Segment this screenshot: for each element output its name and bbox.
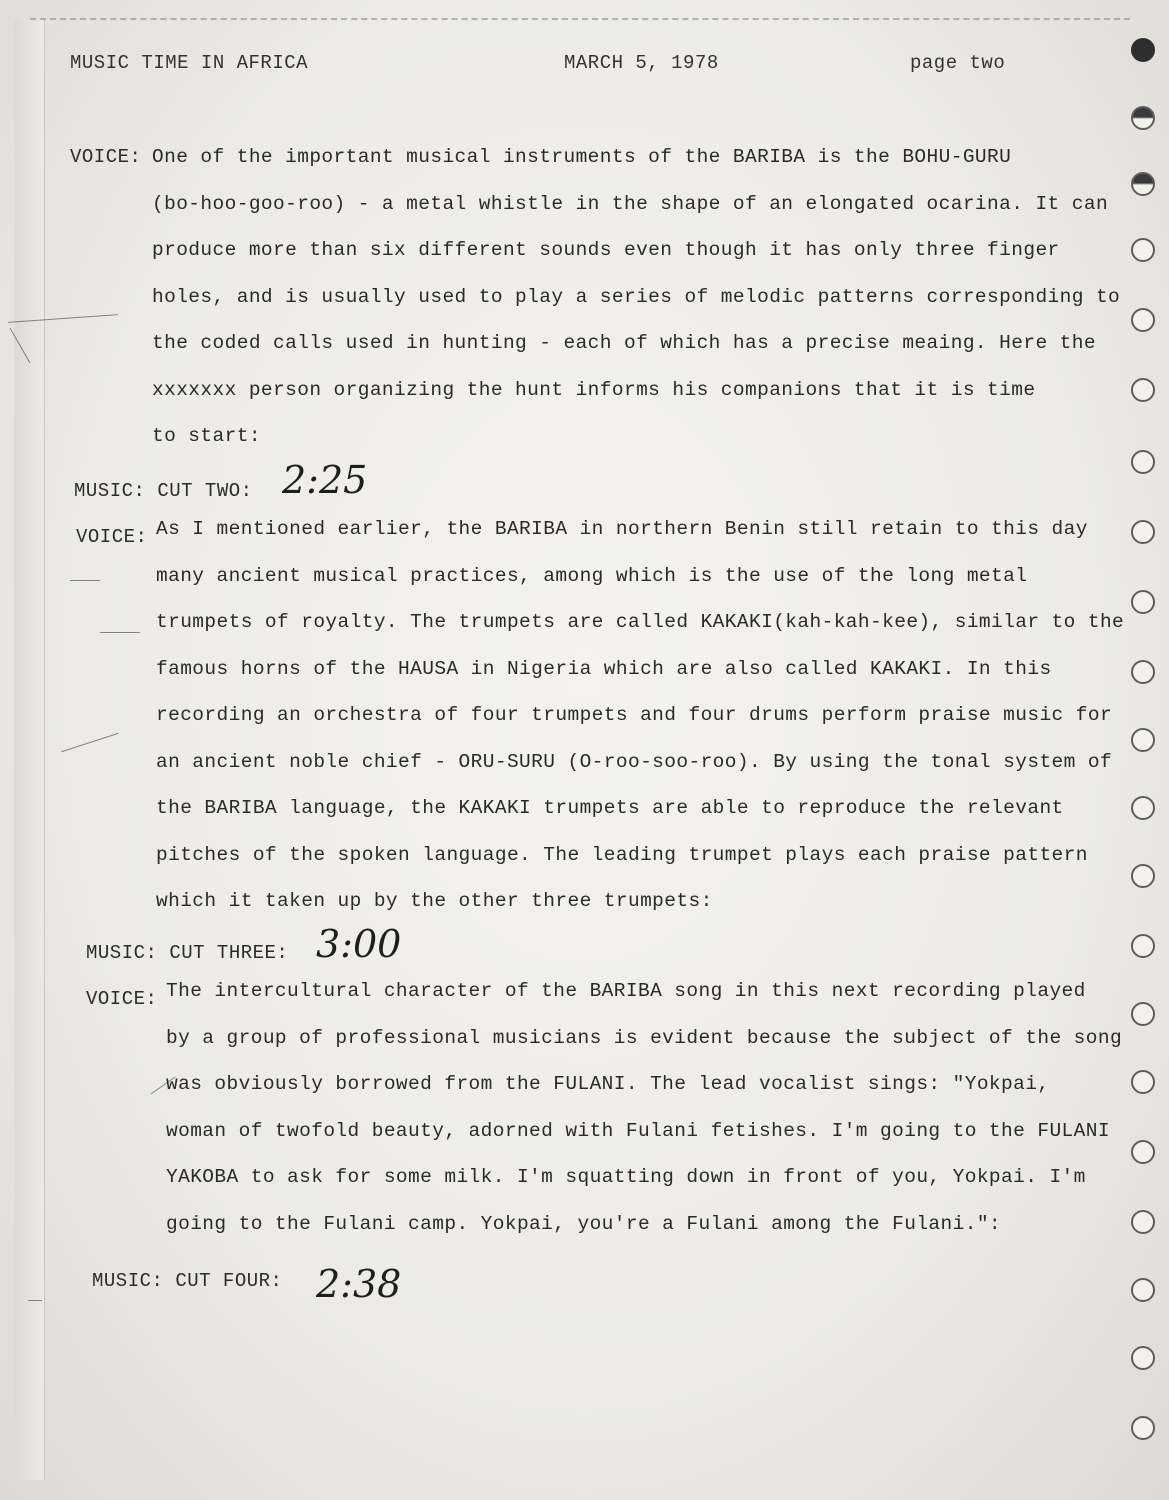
handwritten-duration: 2:38 [316, 1262, 402, 1306]
handwritten-duration: 2:25 [282, 458, 368, 502]
text-line: (bo-hoo-goo-roo) - a metal whistle in the shape of an elongated ocarina. It can [152, 192, 1109, 215]
music-cue-label: MUSIC: CUT FOUR: [92, 1270, 283, 1292]
music-cue-label: MUSIC: CUT TWO: [74, 480, 253, 502]
text-line: by a group of professional musicians is evident because the subject of the song [166, 1026, 1123, 1049]
stray-mark [70, 580, 100, 581]
music-cue-label: MUSIC: CUT THREE: [86, 942, 289, 964]
text-line: an ancient noble chief - ORU-SURU (O-roo-soo-roo). By using the tonal system of [156, 750, 1113, 773]
text-line: produce more than six different sounds even though it has only three finger [152, 239, 1060, 261]
text-line: recording an orchestra of four trumpets and four drums perform praise music for [156, 704, 1113, 726]
voice-paragraph-1 [152, 134, 1120, 460]
torn-top-edge [30, 18, 1130, 34]
punch-hole [1131, 308, 1155, 332]
text-line: The intercultural character of the BARIBA song in this next recording played [166, 980, 1086, 1002]
stray-mark [100, 632, 140, 633]
text-line: YAKOBA to ask for some milk. I'm squatting down in front of you, Yokpai. I'm [166, 1166, 1086, 1188]
voice-paragraph-2 [156, 506, 1124, 925]
voice-paragraph-3 [166, 968, 1122, 1247]
text-line: going to the Fulani camp. Yokpai, you're a Fulani among the Fulani.": [166, 1212, 1002, 1235]
text-line: which it taken up by the other three trumpets: [156, 890, 713, 912]
handwritten-duration: 3:00 [316, 922, 402, 966]
stray-mark [28, 1300, 42, 1301]
text-line: was obviously borrowed from the FULANI. The lead vocalist sings: "Yokpai, [166, 1073, 1050, 1095]
punch-hole [1131, 796, 1155, 820]
punch-hole [1131, 450, 1155, 474]
text-line: to start: [152, 425, 261, 447]
punch-hole [1131, 934, 1155, 958]
punch-hole [1131, 1346, 1155, 1370]
punch-hole [1131, 106, 1155, 130]
text-line: xxxxxxx person organizing the hunt informs his companions that it is time [152, 378, 1036, 401]
text-line: holes, and is usually used to play a series of melodic patterns corresponding to [152, 285, 1121, 308]
punch-hole [1131, 864, 1155, 888]
punch-hole [1131, 1140, 1155, 1164]
punch-hole [1131, 660, 1155, 684]
text-line: many ancient musical practices, among which is the use of the long metal [156, 564, 1028, 587]
text-line: famous horns of the HAUSA in Nigeria which are also called KAKAKI. In this [156, 657, 1052, 680]
header-page: page two [910, 52, 1006, 74]
punch-hole [1131, 1416, 1155, 1440]
voice-label-2: VOICE: [76, 526, 148, 548]
text-line: One of the important musical instruments of the BARIBA is the BOHU-GURU [152, 146, 1012, 168]
text-line: woman of twofold beauty, adorned with Fulani fetishes. I'm going to the FULANI [166, 1119, 1110, 1142]
text-line: As I mentioned earlier, the BARIBA in northern Benin still retain to this day [156, 518, 1088, 540]
text-line: the BARIBA language, the KAKAKI trumpets are able to reproduce the relevant [156, 797, 1064, 819]
punch-hole [1131, 1002, 1155, 1026]
voice-label-3: VOICE: [86, 988, 158, 1010]
text-line: trumpets of royalty. The trumpets are called KAKAKI(kah-kah-kee), similar to the [156, 611, 1125, 633]
voice-label-1: VOICE: [70, 146, 142, 168]
punch-hole [1131, 172, 1155, 196]
punch-hole [1131, 1070, 1155, 1094]
header-date: MARCH 5, 1978 [564, 52, 719, 74]
text-line: pitches of the spoken language. The leading trumpet plays each praise pattern [156, 843, 1088, 866]
punch-hole [1131, 520, 1155, 544]
header-program-title: MUSIC TIME IN AFRICA [70, 52, 309, 74]
punch-hole [1131, 38, 1155, 62]
punch-hole [1131, 590, 1155, 614]
punch-hole [1131, 1278, 1155, 1302]
punch-hole [1131, 728, 1155, 752]
punch-hole [1131, 378, 1155, 402]
stray-mark [61, 733, 118, 752]
punch-hole [1131, 1210, 1155, 1234]
left-margin-strip [14, 20, 45, 1480]
punch-hole [1131, 238, 1155, 262]
text-line: the coded calls used in hunting - each of which has a precise meaing. Here the [152, 332, 1096, 354]
